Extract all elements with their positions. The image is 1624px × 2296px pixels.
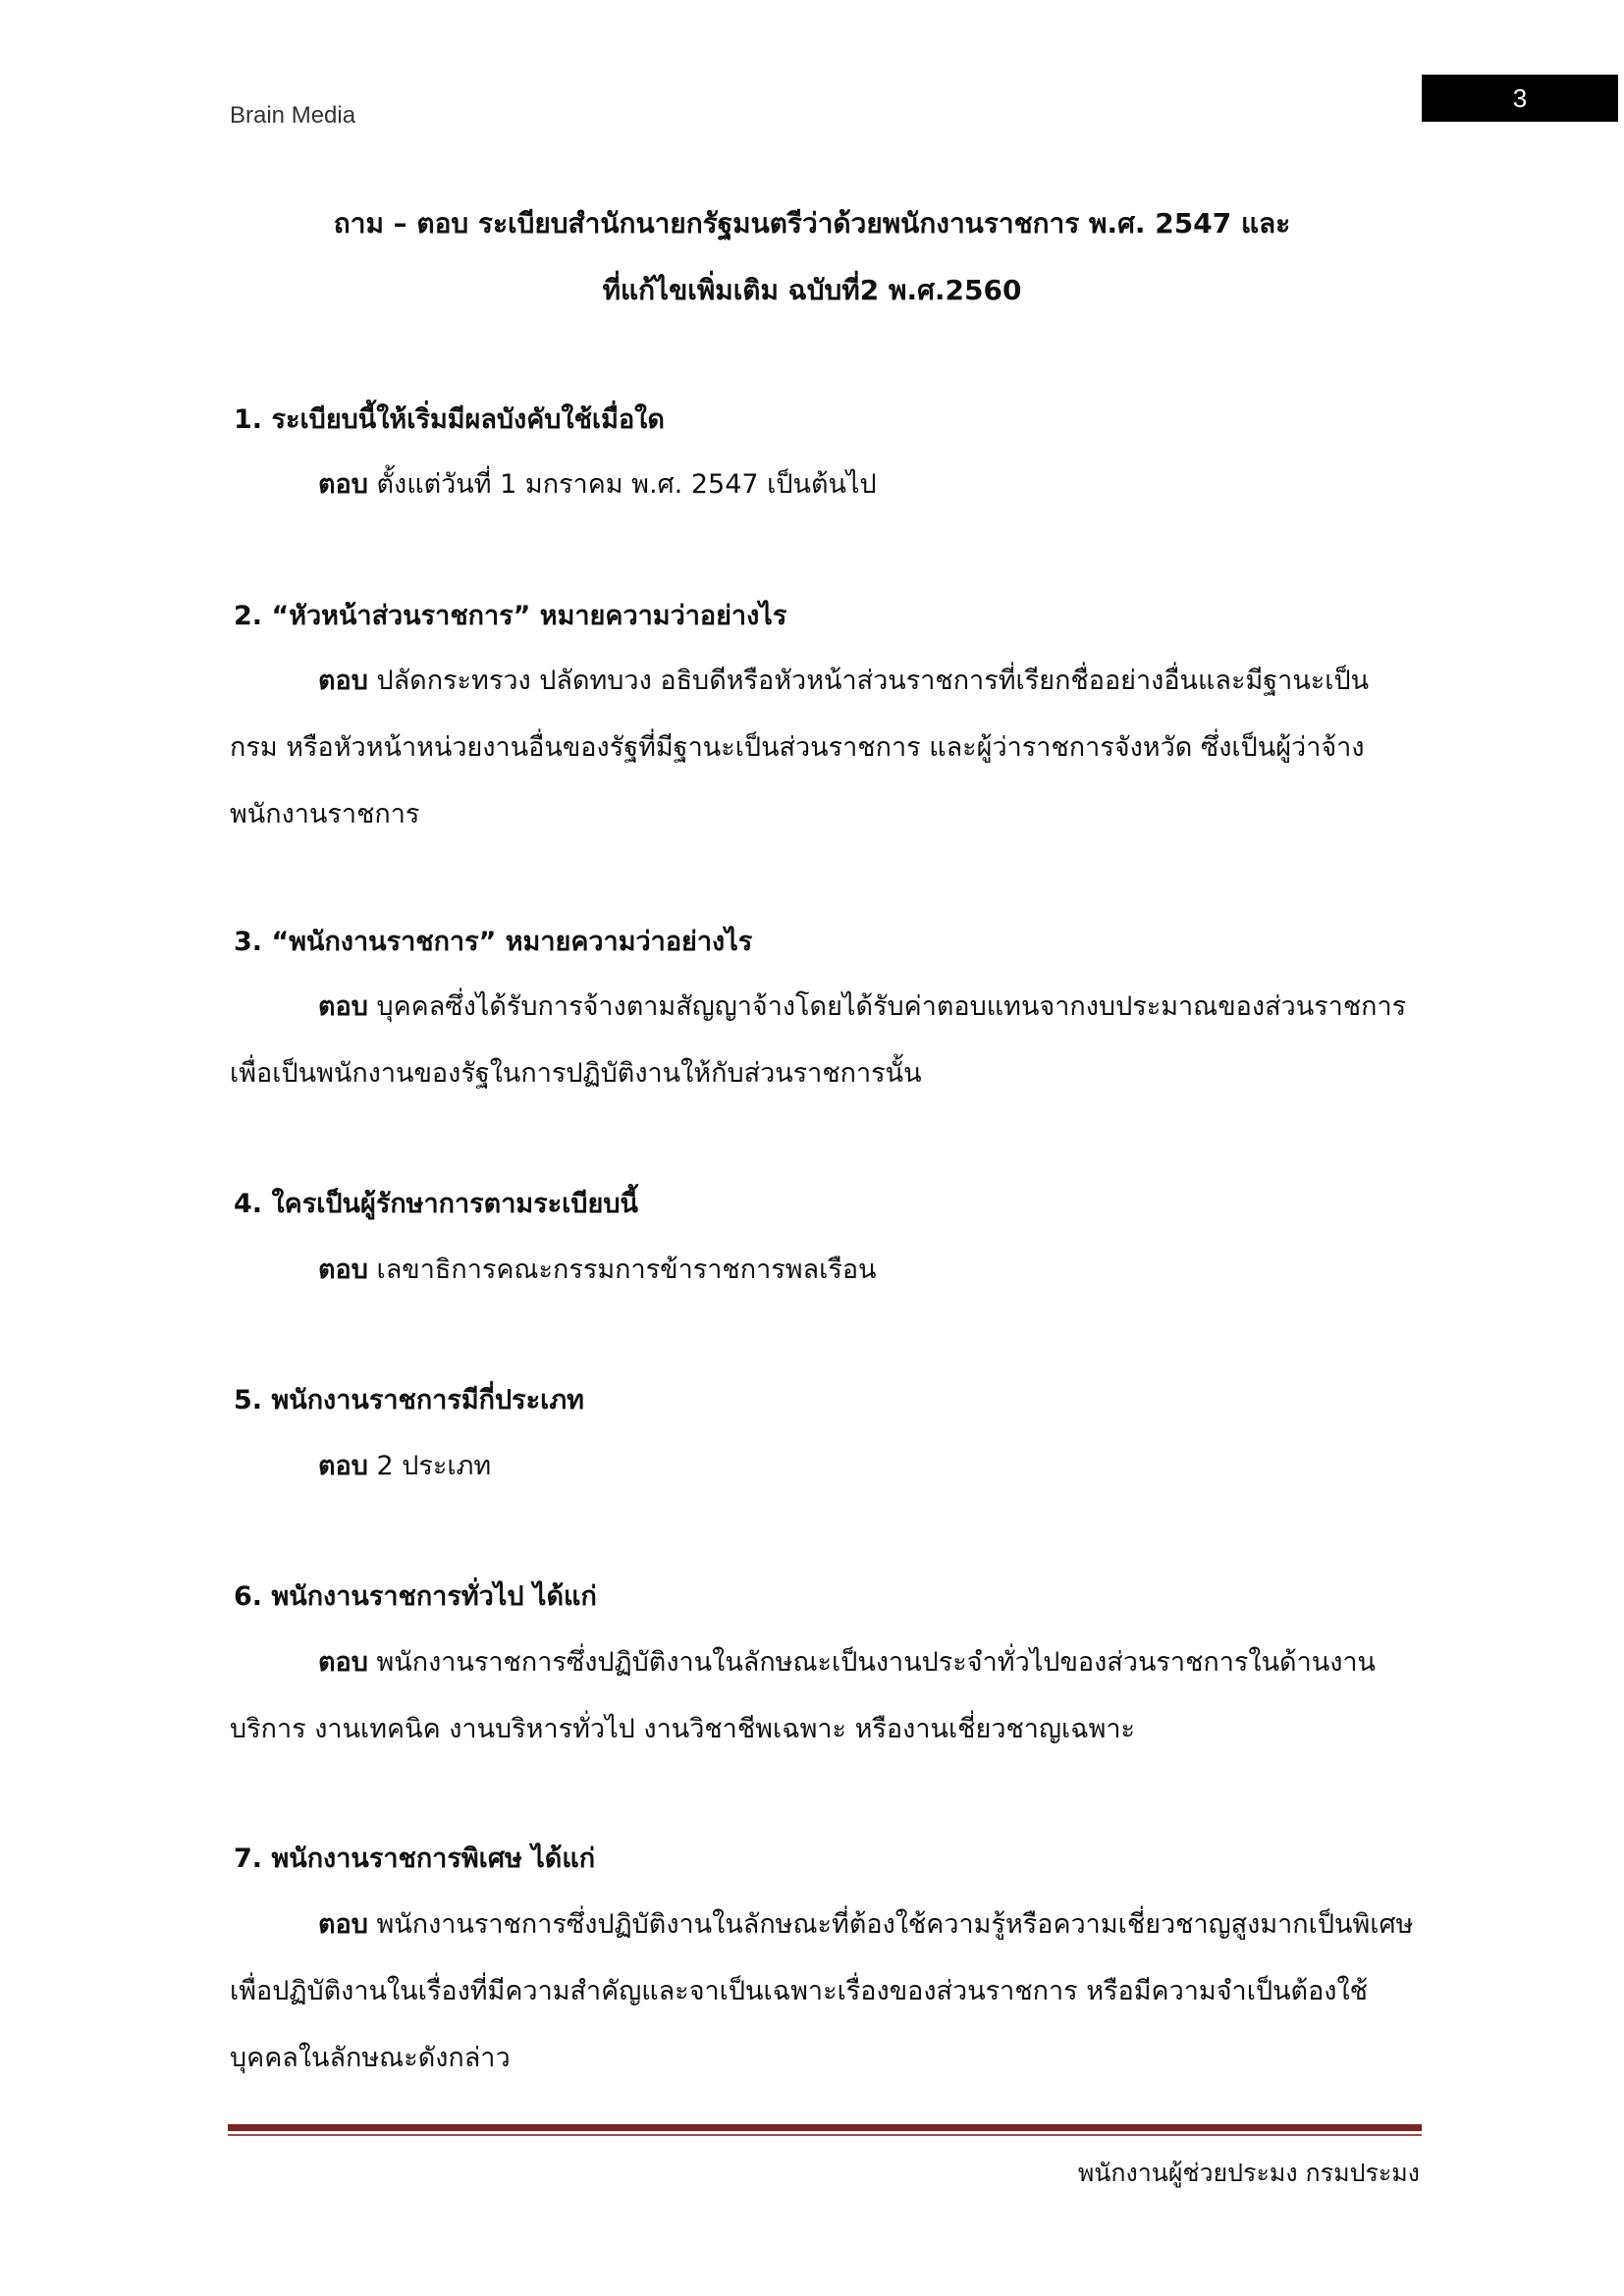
answer-label: ตอบ bbox=[318, 991, 368, 1022]
answer-7: ตอบ พนักงานราชการซึ่งปฏิบัติงานในลักษณะที่ต้องใช้ความรู้หรือความเชี่ยวชาญสูงมากเป็นพิเศษ เพื่อปฏิบัติงานในเรื่องที่มีความสำคัญและจาเป็นเฉพาะเรื่องของส่วนราชการ หรือมีความจำเป็นต้องใช้ บุคคลในลักษณะดังกล่าว bbox=[230, 1909, 1414, 2073]
answer-label: ตอบ bbox=[318, 1909, 368, 1940]
document-title-line-1: ถาม – ตอบ ระเบียบสำนักนายกรัฐมนตรีว่าด้วยพนักงานราชการ พ.ศ. 2547 และ bbox=[333, 207, 1291, 240]
question-4: 4. ใครเป็นผู้รักษาการตามระเบียบนี้ bbox=[234, 1189, 638, 1219]
question-7: 7. พนักงานราชการพิเศษ ได้แก่ bbox=[234, 1843, 596, 1874]
answer-5: ตอบ 2 ประเภท bbox=[318, 1451, 492, 1481]
document-title-line-2: ที่แก้ไขเพิ่มเติม ฉบับที่2 พ.ศ.2560 bbox=[602, 274, 1022, 306]
footer-rule-thick bbox=[228, 2124, 1422, 2131]
answer-3: ตอบ บุคคลซึ่งได้รับการจ้างตามสัญญาจ้างโดยได้รับค่าตอบแทนจากงบประมาณของส่วนราชการ เพื่อเป็นพนักงานของรัฐในการปฏิบัติงานให้กับส่วนราชการนั้น bbox=[230, 991, 1407, 1089]
question-6: 6. พนักงานราชการทั่วไป ได้แก่ bbox=[234, 1581, 597, 1612]
answer-label: ตอบ bbox=[318, 1451, 368, 1481]
answer-label: ตอบ bbox=[318, 1647, 368, 1678]
answer-4: ตอบ เลขาธิการคณะกรรมการข้าราชการพลเรือน bbox=[318, 1255, 877, 1285]
header-brand: Brain Media bbox=[230, 102, 356, 129]
answer-label: ตอบ bbox=[318, 1255, 368, 1285]
question-5: 5. พนักงานราชการมีกี่ประเภท bbox=[234, 1385, 584, 1415]
answer-label: ตอบ bbox=[318, 469, 368, 500]
question-2: 2. “หัวหน้าส่วนราชการ” หมายความว่าอย่างไร bbox=[234, 601, 787, 631]
page-number-badge: 3 bbox=[1422, 75, 1618, 122]
answer-6: ตอบ พนักงานราชการซึ่งปฏิบัติงานในลักษณะเป็นงานประจำทั่วไปของส่วนราชการในด้านงาน บริการ งานเทคนิค งานบริหารทั่วไป งานวิชาชีพเฉพาะ หรืองานเชี่ยวชาญเฉพาะ bbox=[230, 1647, 1376, 1744]
question-1: 1. ระเบียบนี้ให้เริ่มมีผลบังคับใช้เมื่อใด bbox=[234, 404, 665, 435]
question-3: 3. “พนักงานราชการ” หมายความว่าอย่างไร bbox=[234, 927, 753, 957]
footer-text: พนักงานผู้ช่วยประมง กรมประมง bbox=[1077, 2159, 1420, 2187]
answer-2: ตอบ ปลัดกระทรวง ปลัดทบวง อธิบดีหรือหัวหน้าส่วนราชการที่เรียกชื่ออย่างอื่นและมีฐานะเป็น กรม หรือหัวหน้าหน่วยงานอื่นของรัฐที่มีฐานะเป็นส่วนราชการ และผู้ว่าราชการจังหวัด ซึ่งเป็นผู้ว่าจ้าง พนักงานราชการ bbox=[230, 666, 1370, 829]
footer-rule-thin bbox=[228, 2134, 1422, 2136]
answer-label: ตอบ bbox=[318, 666, 368, 696]
answer-1: ตอบ ตั้งแต่วันที่ 1 มกราคม พ.ศ. 2547 เป็นต้นไป bbox=[318, 469, 877, 500]
